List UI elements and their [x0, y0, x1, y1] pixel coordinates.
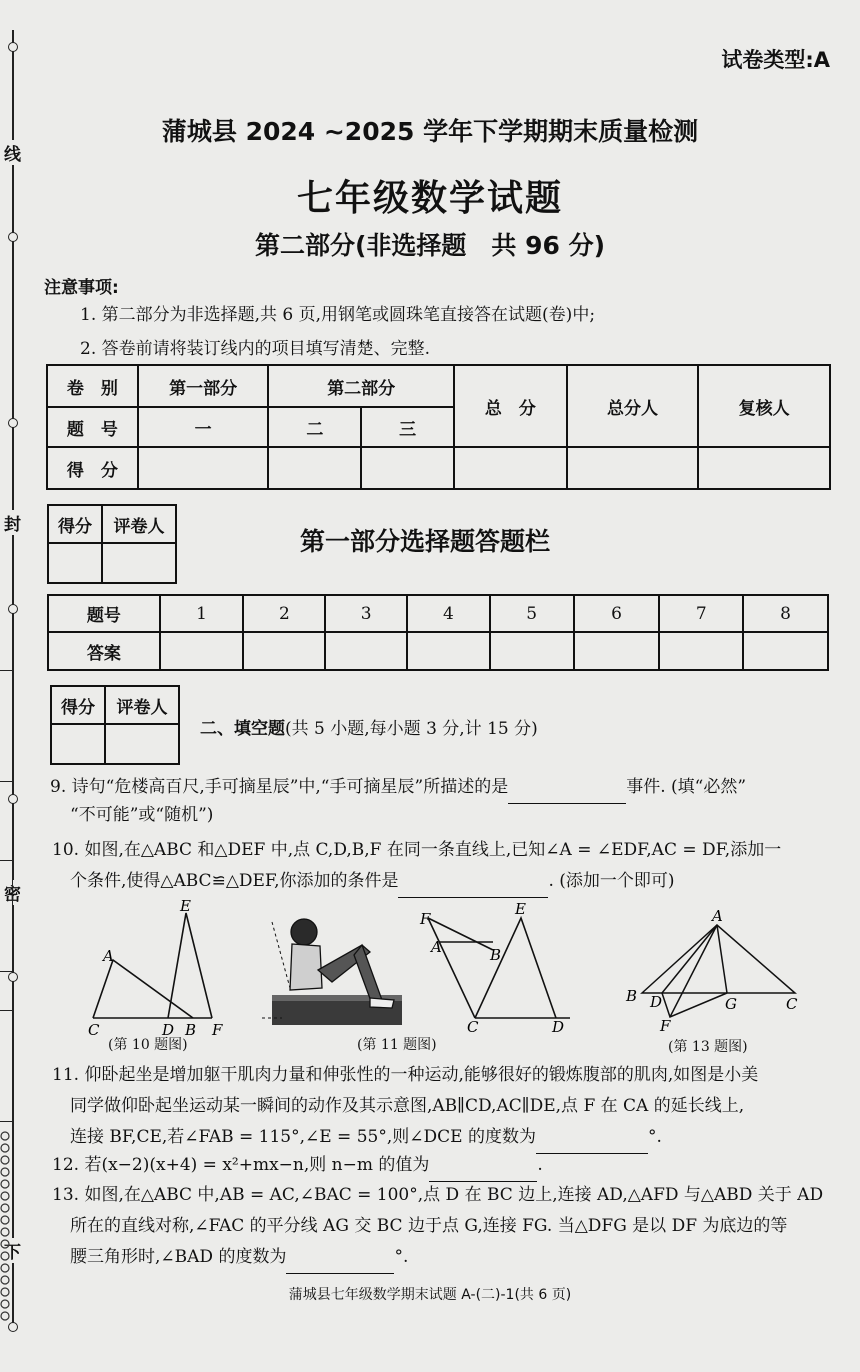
figure-11-diagram	[418, 900, 578, 1035]
label-f: F	[660, 1017, 671, 1035]
label-a: A	[103, 947, 114, 965]
q11-text: 连接 BF,CE,若∠FAB = 115°,∠E = 55°,则∠DCE 的度数为	[70, 1127, 536, 1147]
answer-bar-number: 8	[743, 595, 828, 632]
label-d: D	[552, 1018, 565, 1035]
label-e: E	[515, 900, 526, 918]
score-table	[46, 364, 831, 490]
margin-circle	[8, 42, 18, 52]
label-d: D	[650, 993, 663, 1011]
answer-bar-number: 5	[490, 595, 574, 632]
grader-name-cell[interactable]	[105, 724, 179, 764]
label-f: F	[212, 1021, 223, 1039]
q9-text: 9. 诗句“危楼高百尺,手可摘星辰”中,“手可摘星辰”所描述的是	[50, 777, 509, 797]
label-c: C	[786, 995, 798, 1013]
q13-answer-blank[interactable]	[286, 1242, 394, 1274]
margin-char-xian: 线	[4, 140, 21, 165]
q13-text: 腰三角形时,∠BAD 的度数为	[70, 1247, 287, 1267]
line-fc	[428, 918, 475, 1018]
answer-bar-label-ans: 答案	[48, 632, 160, 670]
answer-cell[interactable]	[659, 632, 743, 670]
label-c: C	[467, 1018, 479, 1035]
section2-detail: (共 5 小题,每小题 3 分,计 15 分)	[285, 719, 538, 739]
q9-answer-blank[interactable]	[508, 772, 626, 804]
question-10-line2	[70, 866, 850, 898]
score-cell[interactable]	[268, 447, 361, 489]
score-table-label-tihao: 题 号	[47, 407, 138, 447]
margin-circle	[8, 794, 18, 804]
line-af	[670, 925, 717, 1017]
grader-box	[47, 504, 177, 584]
q10-answer-blank[interactable]	[398, 866, 548, 898]
label-b: B	[185, 1021, 197, 1039]
figure-13	[620, 905, 810, 1040]
notes-item: 2. 答卷前请将装订线内的项目填写清楚、完整.	[80, 339, 431, 359]
exam-header: 蒲城县 2024 ~2025 学年下学期期末质量检测	[161, 117, 699, 146]
answer-cell[interactable]	[160, 632, 244, 670]
score-table-header-total: 总 分	[454, 365, 567, 447]
label-g: G	[725, 995, 737, 1013]
shoe	[370, 998, 394, 1008]
score-table-header-juanbie: 卷 别	[47, 365, 138, 407]
answer-bar-number: 4	[407, 595, 490, 632]
question-13: 13. 如图,在△ABC 中,AB = AC,∠BAC = 100°,点 D 在 BC 边上,连接 AD,△AFD 与△ABD 关于 AD	[52, 1185, 824, 1205]
dashed-guide	[272, 922, 290, 988]
triangle-def	[168, 913, 212, 1018]
grader-box-grader-label: 评卷人	[105, 686, 179, 724]
label-a: A	[712, 907, 723, 925]
answer-cell[interactable]	[743, 632, 828, 670]
q12-text: 12. 若(x−2)(x+4) = x²+mx−n,则 n−m 的值为	[52, 1155, 430, 1175]
answer-bar-title: 第一部分选择题答题栏	[300, 527, 551, 556]
label-b: B	[626, 987, 638, 1005]
section2-title: 二、填空题	[200, 719, 285, 739]
grader-score-cell[interactable]	[48, 543, 102, 583]
head	[291, 919, 317, 945]
margin-circle	[8, 604, 18, 614]
q10-text: 个条件,使得△ABC≌△DEF,你添加的条件是	[70, 871, 399, 891]
q10-text: . (添加一个即可)	[548, 871, 675, 891]
answer-bar-number: 1	[160, 595, 244, 632]
question-13-line2: 所在的直线对称,∠FAC 的平分线 AG 交 BC 边于点 G,连接 FG. 当△DFG 是以 DF 为底边的等	[70, 1216, 788, 1236]
margin-char-feng: 封	[4, 510, 21, 535]
margin-char-xia: 下	[4, 1238, 21, 1263]
score-table-header-reviewer: 复核人	[698, 365, 830, 447]
question-13-line3	[70, 1242, 850, 1274]
margin-box	[0, 860, 13, 972]
notes-heading: 注意事项:	[44, 278, 119, 298]
triangle-abc	[93, 960, 193, 1018]
triangle-cde	[475, 918, 556, 1018]
q11-text: °.	[647, 1127, 662, 1147]
page-footer: 蒲城县七年级数学期末试题 A-(二)-1(共 6 页)	[288, 1287, 572, 1303]
score-cell[interactable]	[698, 447, 830, 489]
answer-bar-number: 7	[659, 595, 743, 632]
margin-circle	[8, 972, 18, 982]
score-table-q3: 三	[361, 407, 454, 447]
label-f: F	[420, 910, 431, 928]
label-b: B	[490, 946, 502, 964]
label-d: D	[162, 1021, 175, 1039]
question-12	[52, 1150, 852, 1182]
label-a: A	[431, 938, 442, 956]
score-table-q1: 一	[138, 407, 269, 447]
grader-score-cell[interactable]	[51, 724, 105, 764]
answer-cell[interactable]	[243, 632, 325, 670]
grader-box-score-label: 得分	[51, 686, 105, 724]
q13-text: °.	[394, 1247, 409, 1267]
score-cell[interactable]	[454, 447, 567, 489]
caption-fig-13: (第 13 题图)	[668, 1039, 748, 1055]
paper-type: 试卷类型:A	[721, 48, 830, 72]
answer-bar-number: 2	[243, 595, 325, 632]
section2-heading	[200, 714, 538, 739]
notes-item: 1. 第二部分为非选择题,共 6 页,用钢笔或圆珠笔直接答在试题(卷)中;	[80, 305, 596, 325]
margin-circle	[8, 418, 18, 428]
score-table-label-defen: 得 分	[47, 447, 138, 489]
q9-text: 事件. (填“必然”	[626, 777, 747, 797]
label-c: C	[88, 1021, 100, 1039]
page-title: 七年级数学试题	[296, 178, 563, 219]
score-cell[interactable]	[567, 447, 699, 489]
score-table-header-part1: 第一部分	[138, 365, 269, 407]
grader-name-cell[interactable]	[102, 543, 176, 583]
question-11-line2: 同学做仰卧起坐运动某一瞬间的动作及其示意图,AB∥CD,AC∥DE,点 F 在 CA 的延长线上,	[70, 1096, 745, 1116]
caption-fig-11: (第 11 题图)	[357, 1037, 437, 1053]
answer-cell[interactable]	[407, 632, 490, 670]
question-10: 10. 如图,在△ABC 和△DEF 中,点 C,D,B,F 在同一条直线上,已知∠A = ∠EDF,AC = DF,添加一	[52, 840, 782, 860]
line-ag	[717, 925, 727, 993]
score-cell[interactable]	[361, 447, 454, 489]
grader-box-grader-label: 评卷人	[102, 505, 176, 543]
margin-box	[0, 670, 13, 782]
answer-bar-number: 3	[325, 595, 407, 632]
answer-bar-number: 6	[574, 595, 660, 632]
figure-10	[80, 895, 230, 1045]
score-table-header-part2: 第二部分	[268, 365, 454, 407]
score-cell[interactable]	[138, 447, 269, 489]
score-table-q2: 二	[268, 407, 361, 447]
grader-box	[50, 685, 180, 765]
answer-cell[interactable]	[574, 632, 660, 670]
figure-11-photo	[262, 910, 412, 1030]
answer-cell[interactable]	[490, 632, 574, 670]
score-table-header-scorer: 总分人	[567, 365, 699, 447]
label-e: E	[180, 897, 191, 915]
line-ad	[662, 925, 717, 993]
answer-bar-label-num: 题号	[48, 595, 160, 632]
page-subtitle: 第二部分(非选择题 共 96 分)	[254, 231, 606, 260]
grader-box-score-label: 得分	[48, 505, 102, 543]
caption-fig-10: (第 10 题图)	[108, 1037, 188, 1053]
answer-cell[interactable]	[325, 632, 407, 670]
margin-char-mi: 密	[4, 880, 21, 905]
question-11: 11. 仰卧起坐是增加躯干肌肉力量和伸张性的一种运动,能够很好的锻炼腹部的肌肉,如图是小美	[52, 1065, 759, 1085]
answer-bar-table	[47, 594, 829, 671]
torso	[290, 944, 322, 990]
q12-text: .	[537, 1155, 543, 1175]
margin-box	[0, 1010, 13, 1122]
q9-text-cont: “不可能”或“随机”)	[70, 805, 214, 825]
q12-answer-blank[interactable]	[429, 1150, 537, 1182]
